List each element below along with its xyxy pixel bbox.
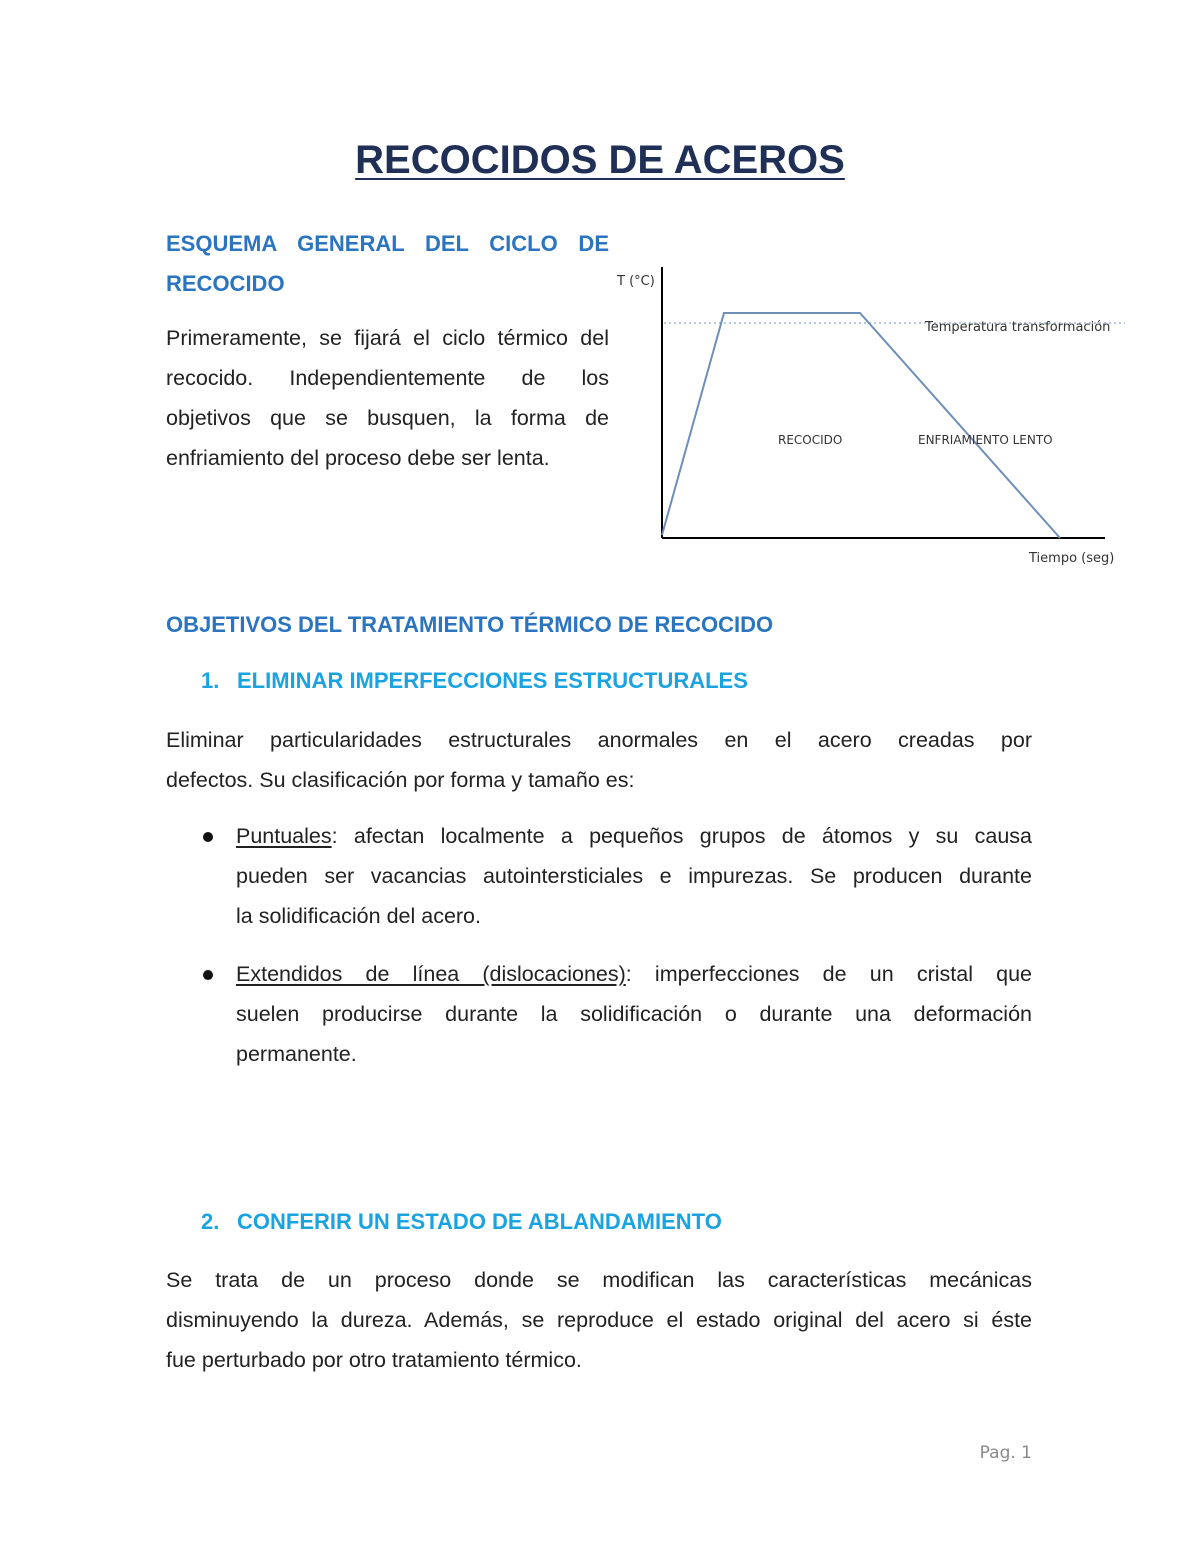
section1-paragraph — [166, 720, 1032, 800]
section2-line: disminuyendo la dureza. Además, se reproduce el estado original del acero si éste — [166, 1308, 1032, 1332]
bullet-dot — [203, 970, 213, 980]
bullet-line: suelen producirse durante la solidificación o durante una deformación — [236, 1002, 1032, 1026]
thermal-cycle-line — [662, 313, 1060, 538]
bullet-line: permanente. — [236, 1042, 357, 1066]
page-number: Pag. 1 — [979, 1443, 1032, 1463]
section2-line: fue perturbado por otro tratamiento térmico. — [166, 1348, 582, 1372]
bullet-line: la solidificación del acero. — [236, 904, 481, 928]
objetivos-heading: OBJETIVOS DEL TRATAMIENTO TÉRMICO DE RECOCIDO — [166, 612, 774, 637]
esquema-heading — [166, 224, 609, 304]
transformation-label: Temperatura transformación — [925, 320, 1111, 335]
bullet-text: : afectan localmente a pequeños grupos de átomos y su causa — [331, 824, 1032, 848]
section1-line: Eliminar particularidades estructurales anormales en el acero creadas por — [166, 728, 1032, 752]
bullet-puntuales — [236, 816, 1032, 936]
section2-title: CONFERIR UN ESTADO DE ABLANDAMIENTO — [237, 1209, 722, 1234]
section2-number: 2. — [201, 1209, 220, 1234]
esquema-heading-line1: ESQUEMA GENERAL DEL CICLO DE — [166, 231, 609, 256]
section2-paragraph — [166, 1260, 1032, 1380]
section1-title: ELIMINAR IMPERFECCIONES ESTRUCTURALES — [237, 668, 748, 693]
section2-line: Se trata de un proceso donde se modifican las características mecánicas — [166, 1268, 1032, 1292]
bullet-line: pueden ser vacancias autointersticiales e impurezas. Se producen durante — [236, 864, 1032, 888]
intro-line: enfriamiento del proceso debe ser lenta. — [166, 446, 550, 470]
y-axis-label: T (°C) — [617, 274, 655, 289]
zone-label-recocido: RECOCIDO — [778, 433, 843, 447]
bullet-term: Extendidos de línea (dislocaciones) — [236, 962, 626, 986]
page-title: RECOCIDOS DE ACEROS — [355, 138, 845, 182]
section1-line: defectos. Su clasificación por forma y tamaño es: — [166, 768, 635, 792]
bullet-term: Puntuales — [236, 824, 332, 848]
bullet-extendidos — [236, 954, 1032, 1074]
bullet-line — [236, 954, 1032, 994]
section1-heading — [201, 668, 748, 694]
bullet-dot — [203, 832, 213, 842]
intro-paragraph — [166, 318, 609, 478]
annealing-cycle-diagram — [600, 255, 1140, 585]
section2-heading — [201, 1209, 722, 1235]
intro-line: recocido. Independientemente de los — [166, 366, 609, 390]
intro-line: objetivos que se busquen, la forma de — [166, 406, 609, 430]
intro-line: Primeramente, se fijará el ciclo térmico del — [166, 326, 609, 350]
section1-number: 1. — [201, 668, 220, 693]
esquema-heading-line2: RECOCIDO — [166, 271, 285, 296]
bullet-text: : imperfecciones de un cristal que — [625, 962, 1032, 986]
bullet-line — [236, 816, 1032, 856]
zone-label-cooling: ENFRIAMIENTO LENTO — [918, 433, 1053, 447]
x-axis-label: Tiempo (seg) — [1029, 551, 1115, 566]
